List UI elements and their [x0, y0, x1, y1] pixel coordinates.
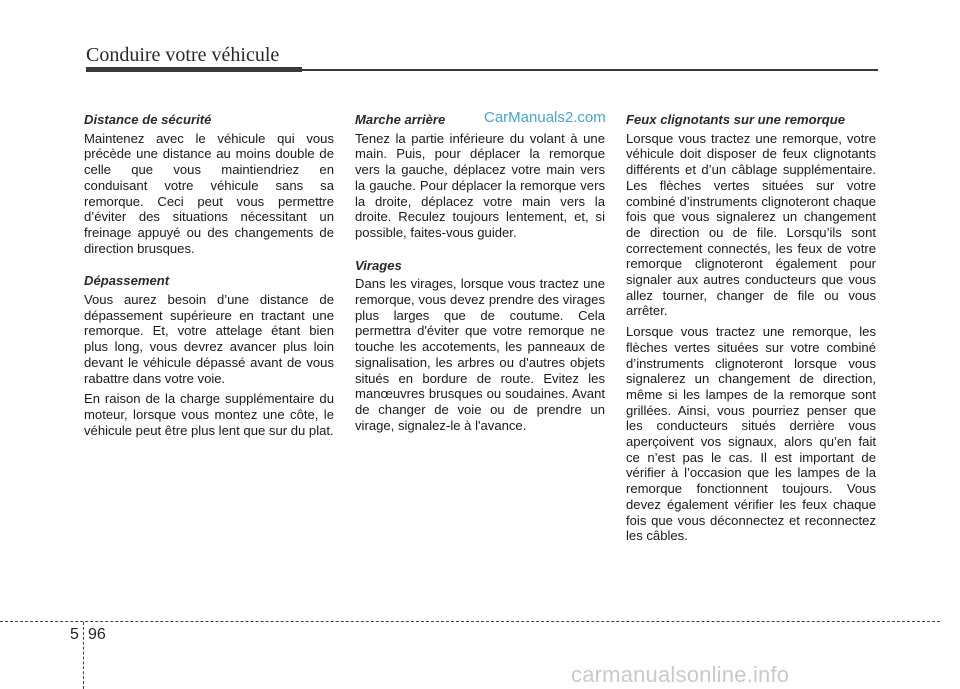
footer-dashed-divider	[83, 622, 84, 689]
header-rule-thick	[86, 67, 302, 72]
paragraph: Lorsque vous tractez une remorque, les flèches vertes situées sur votre combiné d’instruments clignoteront lorsque vous signalerez un changement de direction, même si les lampes de la remorque sont grillées. Ainsi, vous pourriez penser que les conducteurs situés derrière vous aperçoivent vos signaux, alors qu’en fait ce n’est pas le cas. Il est important de vérifier à l’occasion que les lampes de la remorque fonctionnent toujours. Vous devez également vérifier les feux chaque fois que vous déconnectez et reconnectez les câbles.	[626, 324, 876, 544]
footer-dashed-rule	[0, 621, 940, 622]
paragraph: Vous aurez besoin d’une distance de dépassement supérieure en tractant une remorque. Et, votre attelage étant bien plus long, vous devrez avancer plus loin devant le véhicule dépassé avant de vous rabattre dans votre voie.	[84, 292, 334, 386]
paragraph: Lorsque vous tractez une remorque, votre véhicule doit disposer de feux clignotants différents et d’un câblage supplémentaire. Les flèches vertes situées sur votre combiné d’instruments clignoteront chaque fois que vous signalerez un changement de direction ou de file. Lorsqu’ils sont correctement connectés, les feux de votre remorque clignoteront également pour signaler aux autres conducteurs que vous allez tourner, changer de file ou vous arrêter.	[626, 130, 876, 319]
text-column-1	[84, 112, 334, 443]
chapter-number: 5	[70, 626, 79, 643]
page-number: 96	[88, 626, 106, 643]
section-heading-distance: Distance de sécurité	[84, 112, 212, 127]
header-rule-thin	[302, 69, 878, 71]
site-watermark-link[interactable]: carmanualsonline.info	[571, 662, 790, 687]
text-column-2	[355, 112, 605, 438]
text-column-3	[626, 112, 876, 549]
chapter-title: Conduire votre véhicule	[86, 44, 280, 66]
paragraph: Tenez la partie inférieure du volant à une main. Puis, pour déplacer la remorque vers la gauche, déplacez votre main vers la gauche. Pour déplacer la remorque vers la droite, déplacez votre main vers la droite. Reculez toujours lentement, et, si possible, faites-vous guider.	[355, 130, 605, 240]
carmanuals-watermark-link[interactable]: CarManuals2.com	[484, 109, 606, 126]
section-heading-feux-clignotants: Feux clignotants sur une remorque	[626, 112, 845, 127]
section-heading-marche-arriere: Marche arrière	[355, 112, 446, 127]
paragraph: En raison de la charge supplémentaire du moteur, lorsque vous montez une côte, le véhicule peut être plus lent que sur du plat.	[84, 391, 334, 438]
paragraph: Maintenez avec le véhicule qui vous précède une distance au moins double de celle que vous maintiendriez en conduisant votre véhicule sans sa remorque. Ceci peut vous permettre d’éviter des situations nécessitant un freinage appuyé ou des changements de direction brusques.	[84, 130, 334, 256]
section-heading-virages: Virages	[355, 257, 402, 273]
section-heading-depassement: Dépassement	[84, 273, 170, 289]
paragraph: Dans les virages, lorsque vous tractez une remorque, vous devez prendre des virages plus larges que de coutume. Cela permettra d'éviter que votre remorque ne touche les accotements, les panneaux de signalisation, les arbres ou d'autres objets situés en bordure de route. Evitez les manœuvres brusques ou soudaines. Avant de changer de voie ou de prendre un virage, signalez-le à l'avance.	[355, 276, 605, 433]
